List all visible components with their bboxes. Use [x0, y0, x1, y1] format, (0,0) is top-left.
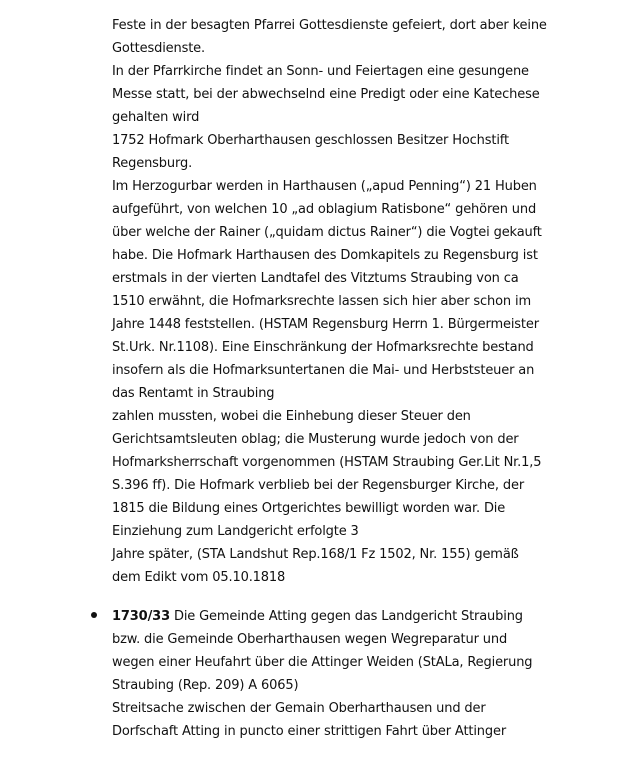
text-line: insofern als die Hofmarksuntertanen die Mai- und Herbststeuer an: [112, 363, 535, 378]
text-line: 1752 Hofmark Oberharthausen geschlossen Besitzer Hochstift: [112, 133, 509, 148]
bullet-icon: [91, 612, 97, 618]
bullet-year: 1730/33: [112, 609, 170, 624]
bullet-first-line-text: Die Gemeinde Atting gegen das Landgericht Straubing: [169, 609, 523, 624]
text-line: Einziehung zum Landgericht erfolgte 3: [112, 524, 359, 539]
text-line: 1510 erwähnt, die Hofmarksrechte lassen sich hier aber schon im: [112, 294, 531, 309]
text-line: S.396 ff). Die Hofmark verblieb bei der Regensburger Kirche, der: [112, 478, 525, 493]
text-line: Gerichtsamtsleuten oblag; die Musterung wurde jedoch von der: [112, 432, 519, 447]
text-line: Gottesdienste.: [112, 41, 205, 56]
text-line: Regensburg.: [112, 156, 193, 171]
text-line: zahlen mussten, wobei die Einhebung dieser Steuer den: [112, 409, 471, 424]
text-line: Streitsache zwischen der Gemain Oberharthausen und der: [112, 701, 486, 716]
main-paragraph: [112, 14, 572, 589]
text-line: Straubing (Rep. 209) A 6065): [112, 678, 299, 693]
text-line: wegen einer Heufahrt über die Attinger Weiden (StALa, Regierung: [112, 655, 533, 670]
text-line: St.Urk. Nr.1108). Eine Einschränkung der Hofmarksrechte bestand: [112, 340, 534, 355]
text-line: bzw. die Gemeinde Oberharthausen wegen Wegreparatur und: [112, 632, 508, 647]
text-line: Feste in der besagten Pfarrei Gottesdienste gefeiert, dort aber keine: [112, 18, 547, 33]
text-line: Hofmarksherrschaft vorgenommen (HSTAM Straubing Ger.Lit Nr.1,5: [112, 455, 542, 470]
text-line: Dorfschaft Atting in puncto einer strittigen Fahrt über Attinger: [112, 724, 507, 739]
text-line: Jahre später, (STA Landshut Rep.168/1 Fz 1502, Nr. 155) gemäß: [112, 547, 519, 562]
text-line: gehalten wird: [112, 110, 200, 125]
text-line: Jahre 1448 feststellen. (HSTAM Regensburg Herrn 1. Bürgermeister: [112, 317, 539, 332]
text-line: In der Pfarrkirche findet an Sonn- und Feiertagen eine gesungene: [112, 64, 529, 79]
text-line: habe. Die Hofmark Harthausen des Domkapitels zu Regensburg ist: [112, 248, 538, 263]
text-line: aufgeführt, von welchen 10 „ad oblagium Ratisbone“ gehören und: [112, 202, 537, 217]
text-line: dem Edikt vom 05.10.1818: [112, 570, 286, 585]
bullet-first-line: [112, 605, 572, 628]
bullet-item: [112, 605, 572, 743]
text-line: das Rentamt in Straubing: [112, 386, 275, 401]
text-line: Im Herzogurbar werden in Harthausen („apud Penning“) 21 Huben: [112, 179, 537, 194]
text-line: über welche der Rainer („quidam dictus Rainer“) die Vogtei gekauft: [112, 225, 542, 240]
text-line: 1815 die Bildung eines Ortgerichtes bewilligt worden war. Die: [112, 501, 506, 516]
text-line: erstmals in der vierten Landtafel des Vitztums Straubing von ca: [112, 271, 519, 286]
text-line: Messe statt, bei der abwechselnd eine Predigt oder eine Katechese: [112, 87, 540, 102]
